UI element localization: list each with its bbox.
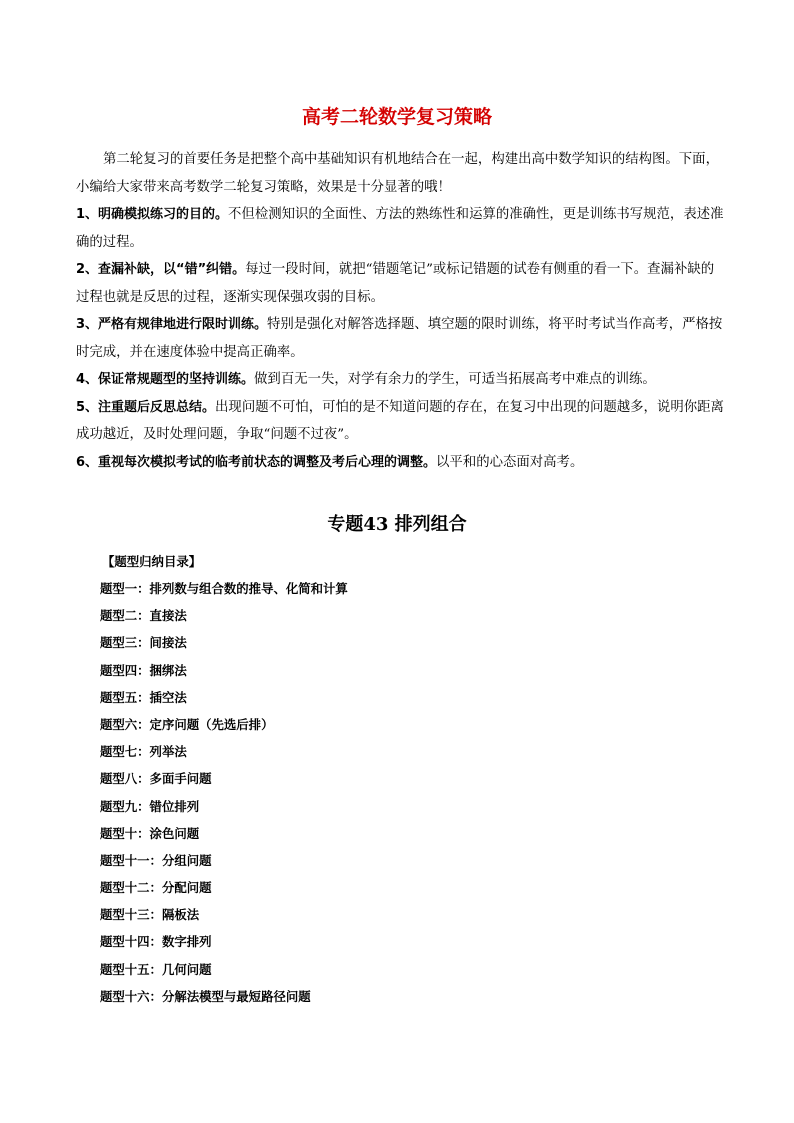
strategy-3-body: 特别是强化对解答选择题、填空题的限时训练，将平时考试当作高考，严格按时完成，并在速度体验中提高正确率。 [76,317,723,360]
toc-item: 题型十五：几何问题 [100,961,212,977]
toc-item: 题型四：捆绑法 [100,662,187,678]
toc-item: 题型一：排列数与组合数的推导、化简和计算 [100,581,348,596]
toc-item: 题型九：错位排列 [100,798,200,814]
strategy-2-body: 每过一段时间，就把“错题笔记”或标记错题的试卷有侧重的看一下。查漏补缺的过程也就是反思的过程，逐渐实现保强攻弱的目标。 [76,262,715,305]
toc-item: 题型六：定序问题（先选后排） [100,716,274,732]
strategy-2-heading: 2、查漏补缺，以“错”纠错。 [76,262,246,277]
strategy-4-body: 做到百无一失，对学有余力的学生，可适当拓展高考中难点的训练。 [254,372,656,387]
toc-item: 题型七：列举法 [100,744,187,760]
intro-paragraph: 第二轮复习的首要任务是把整个高中基础知识有机地结合在一起，构建出高中数学知识的结构图。下面，小编给大家带来高考数学二轮复习策略，效果是十分显著的哦！ [76,152,719,195]
strategy-6-heading: 6、重视每次模拟考试的临考前状态的调整及考后心理的调整。 [76,454,437,470]
intro-section [76,146,724,476]
strategy-1-body: 不但检测知识的全面性、方法的熟练性和运算的准确性，更是训练书写规范，表述准确的过程。 [76,207,724,250]
strategy-4-heading: 4、保证常规题型的坚持训练。 [76,372,255,387]
strategy-5-heading: 5、注重题后反思总结。 [76,399,216,415]
toc-item: 题型十六：分解法模型与最短路径问题 [100,988,311,1004]
toc-item: 题型八：多面手问题 [100,771,212,787]
question-type-directory [100,548,700,1010]
toc-list [100,575,700,1010]
toc-item: 题型十一：分组问题 [100,852,212,868]
topic-title: 专题43 排列组合 [327,514,467,535]
toc-item: 题型二：直接法 [100,608,187,624]
toc-item: 题型十三：隔板法 [100,907,200,923]
strategy-6 [76,449,724,477]
strategy-3-heading: 3、严格有规律地进行限时训练。 [76,317,268,332]
toc-heading: 【题型归纳目录】 [102,554,202,569]
strategy-4 [76,366,724,394]
strategy-1-heading: 1、明确模拟练习的目的。 [76,207,229,222]
strategy-6-body: 以平和的心态面对高考。 [436,454,584,470]
strategy-2 [76,256,724,311]
toc-item: 题型十：涂色问题 [100,825,200,841]
main-title: 高考二轮数学复习策略 [301,106,492,128]
toc-item: 题型三：间接法 [100,635,187,651]
toc-item: 题型十四：数字排列 [100,934,212,950]
strategy-1 [76,201,724,256]
strategy-5-body: 出现问题不可怕，可怕的是不知道问题的存在，在复习中出现的问题越多，说明你距离成功越近，及时处理问题，争取“问题不过夜”。 [76,399,724,442]
strategy-5 [76,394,724,449]
toc-item: 题型十二：分配问题 [100,880,212,896]
strategy-3 [76,311,724,366]
toc-item: 题型五：插空法 [100,689,187,705]
